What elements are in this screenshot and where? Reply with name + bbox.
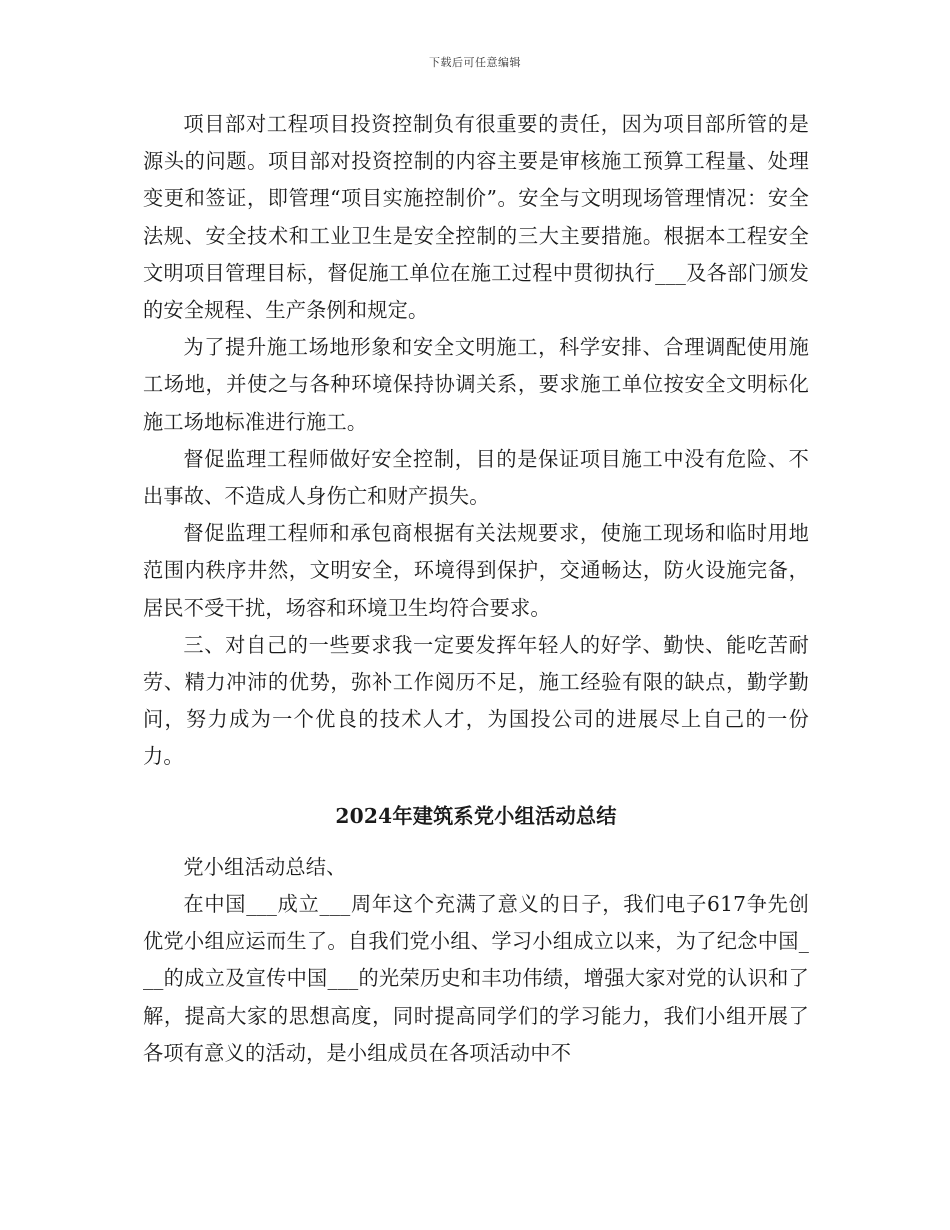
section-title: 2024年建筑系党小组活动总结 — [335, 803, 617, 828]
document-body — [143, 106, 809, 1072]
paragraph-site-image: 为了提升施工场地形象和安全文明施工，科学安排、合理调配使用施工场地，并使之与各种环境保持协调关系，要求施工单位按安全文明标化施工场地标准进行施工。 — [143, 335, 809, 434]
paragraph-party-group-intro: 在中国___成立___周年这个充满了意义的日子，我们电子617争先创优党小组应运而生了。自我们党小组、学习小组成立以来，为了纪念中国___的成立及宣传中国___的光荣历史和丰功伟绩，增强大家对党的认识和了解，提高大家的思想高度，同时提高同学们的学习能力，我们小组开展了各项有意义的活动，是小组成员在各项活动中不 — [143, 892, 809, 1065]
paragraph-safety-control: 督促监理工程师做好安全控制，目的是保证项目施工中没有危险、不出事故、不造成人身伤亡和财产损失。 — [143, 446, 809, 509]
paragraph-self-requirements: 三、对自己的一些要求我一定要发挥年轻人的好学、勤快、能吃苦耐劳、精力冲沛的优势，弥补工作阅历不足，施工经验有限的缺点，勤学勤问，努力成为一个优良的技术人才，为国投公司的进展尽上自己的一份力。 — [143, 632, 809, 769]
paragraph-investment-control: 项目部对工程项目投资控制负有很重要的责任，因为项目部所管的是源头的问题。项目部对投资控制的内容主要是审核施工预算工程量、处理变更和签证，即管理“项目实施控制价”。安全与文明现场管理情况：安全法规、安全技术和工业卫生是安全控制的三大主要措施。根据本工程安全文明项目管理目标，督促施工单位在施工过程中贯彻执行___及各部门颁发的安全规程、生产条例和规定。 — [143, 112, 809, 323]
paragraph-summary-heading: 党小组活动总结、 — [183, 854, 347, 879]
page-header: 下载后可任意编辑 — [429, 56, 521, 69]
paragraph-site-order: 督促监理工程师和承包商根据有关法规要求，使施工现场和临时用地范围内秩序井然，文明安全，环境得到保护，交通畅达，防火设施完备，居民不受干扰，场容和环境卫生均符合要求。 — [143, 521, 809, 620]
